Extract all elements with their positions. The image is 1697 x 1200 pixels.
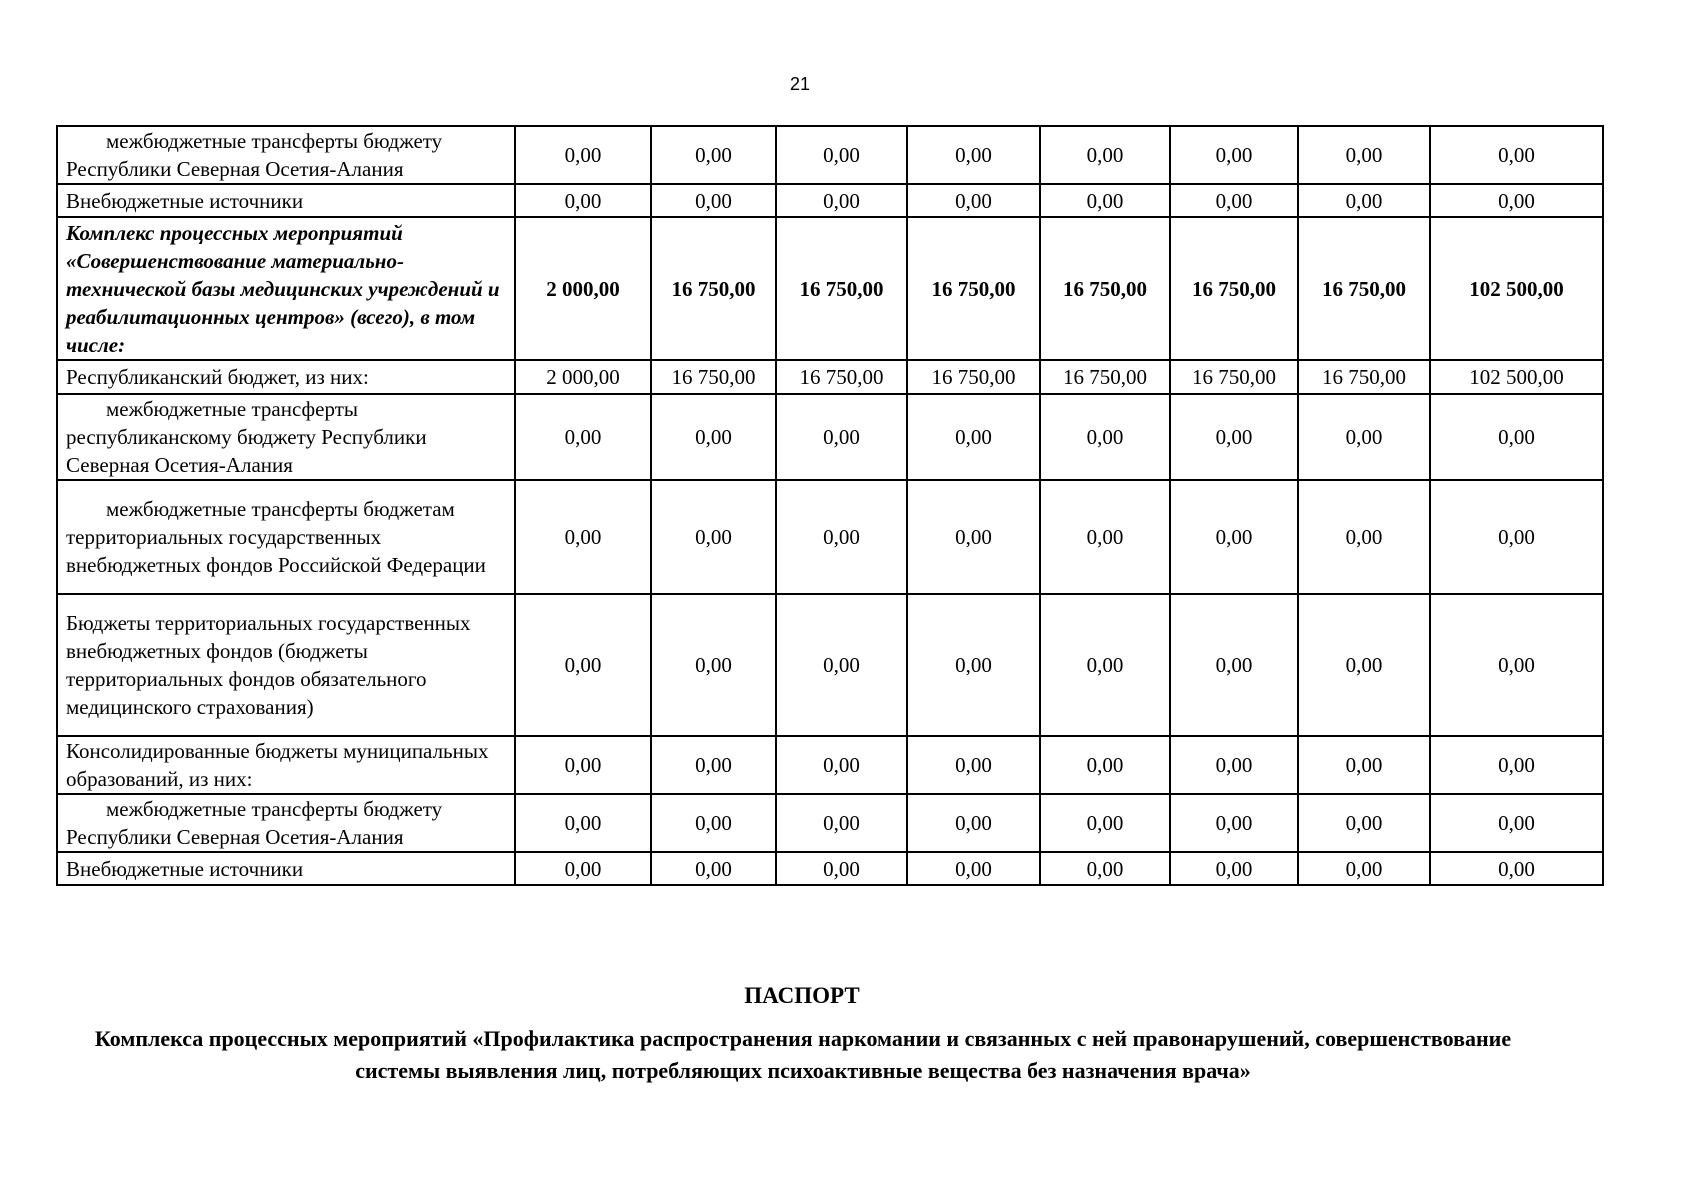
value-cell: 0,00 <box>1040 852 1170 885</box>
value-cell: 16 750,00 <box>1170 217 1298 360</box>
value-cell: 0,00 <box>1298 184 1430 217</box>
row-label: Комплекс процессных мероприятий «Совершенствование материально-технической базы медицинских учреждений и реабилитационных центров» (всего), в том числе: <box>57 217 515 360</box>
value-cell: 0,00 <box>515 852 651 885</box>
value-cell: 0,00 <box>1170 594 1298 736</box>
value-cell: 0,00 <box>1040 736 1170 794</box>
table-row <box>57 794 1603 852</box>
table-row <box>57 736 1603 794</box>
value-cell: 0,00 <box>776 794 907 852</box>
budget-table <box>56 125 1604 886</box>
value-cell: 16 750,00 <box>907 360 1040 394</box>
value-cell: 0,00 <box>1170 126 1298 184</box>
value-cell: 0,00 <box>1040 594 1170 736</box>
value-cell: 0,00 <box>776 126 907 184</box>
value-cell: 16 750,00 <box>1170 360 1298 394</box>
value-cell: 0,00 <box>776 184 907 217</box>
value-cell: 16 750,00 <box>1298 360 1430 394</box>
value-cell: 0,00 <box>1430 126 1603 184</box>
value-cell: 0,00 <box>1430 184 1603 217</box>
value-cell: 0,00 <box>907 594 1040 736</box>
value-cell: 0,00 <box>776 394 907 480</box>
value-cell: 0,00 <box>776 594 907 736</box>
value-cell: 0,00 <box>1040 126 1170 184</box>
passport-title: ПАСПОРТ <box>744 983 860 1008</box>
value-cell: 0,00 <box>1170 184 1298 217</box>
value-cell: 0,00 <box>1040 480 1170 594</box>
value-cell: 0,00 <box>1040 184 1170 217</box>
row-label: Республиканский бюджет, из них: <box>57 360 515 394</box>
value-cell: 0,00 <box>651 394 776 480</box>
value-cell: 0,00 <box>1170 736 1298 794</box>
value-cell: 0,00 <box>1170 394 1298 480</box>
value-cell: 16 750,00 <box>1040 217 1170 360</box>
value-cell: 0,00 <box>776 736 907 794</box>
value-cell: 0,00 <box>1170 794 1298 852</box>
value-cell: 102 500,00 <box>1430 360 1603 394</box>
value-cell: 0,00 <box>907 126 1040 184</box>
value-cell: 0,00 <box>1298 480 1430 594</box>
value-cell: 0,00 <box>1430 480 1603 594</box>
value-cell: 0,00 <box>515 480 651 594</box>
value-cell: 0,00 <box>1170 480 1298 594</box>
value-cell: 0,00 <box>1430 394 1603 480</box>
value-cell: 16 750,00 <box>776 360 907 394</box>
value-cell: 0,00 <box>1298 794 1430 852</box>
value-cell: 0,00 <box>1430 736 1603 794</box>
row-label: Внебюджетные источники <box>57 852 515 885</box>
value-cell: 16 750,00 <box>1040 360 1170 394</box>
value-cell: 0,00 <box>907 480 1040 594</box>
row-label: Внебюджетные источники <box>57 184 515 217</box>
table-row <box>57 360 1603 394</box>
value-cell: 0,00 <box>515 736 651 794</box>
table-row <box>57 594 1603 736</box>
value-cell: 0,00 <box>651 126 776 184</box>
value-cell: 16 750,00 <box>651 217 776 360</box>
value-cell: 0,00 <box>651 794 776 852</box>
value-cell: 0,00 <box>776 852 907 885</box>
value-cell: 0,00 <box>515 394 651 480</box>
value-cell: 0,00 <box>1298 852 1430 885</box>
value-cell: 0,00 <box>515 126 651 184</box>
page-number: 21 <box>789 74 811 94</box>
passport-subtitle: Комплекса процессных мероприятий «Профилактика распространения наркомании и связанных с ней правонарушений, совершенствование системы выявления лиц, потребляющих психоактивные вещества без назначения врача» <box>94 1026 1512 1083</box>
value-cell: 16 750,00 <box>1298 217 1430 360</box>
budget-table-body <box>57 126 1603 885</box>
value-cell: 0,00 <box>1040 794 1170 852</box>
value-cell: 0,00 <box>651 852 776 885</box>
value-cell: 102 500,00 <box>1430 217 1603 360</box>
value-cell: 0,00 <box>1298 394 1430 480</box>
row-label: межбюджетные трансферты бюджетам территориальных государственных внебюджетных фондов Российской Федерации <box>57 480 515 594</box>
value-cell: 16 750,00 <box>907 217 1040 360</box>
table-row <box>57 852 1603 885</box>
row-label: межбюджетные трансферты республиканскому бюджету Республики Северная Осетия-Алания <box>57 394 515 480</box>
value-cell: 0,00 <box>1170 852 1298 885</box>
row-label: Консолидированные бюджеты муниципальных образований, из них: <box>57 736 515 794</box>
value-cell: 16 750,00 <box>776 217 907 360</box>
value-cell: 0,00 <box>907 852 1040 885</box>
row-label: Бюджеты территориальных государственных внебюджетных фондов (бюджеты территориальных фондов обязательного медицинского страхования) <box>57 594 515 736</box>
value-cell: 0,00 <box>1298 126 1430 184</box>
table-row <box>57 394 1603 480</box>
value-cell: 0,00 <box>651 480 776 594</box>
value-cell: 0,00 <box>1430 794 1603 852</box>
table-row <box>57 126 1603 184</box>
value-cell: 0,00 <box>907 794 1040 852</box>
value-cell: 2 000,00 <box>515 360 651 394</box>
value-cell: 0,00 <box>776 480 907 594</box>
value-cell: 0,00 <box>651 736 776 794</box>
value-cell: 0,00 <box>907 184 1040 217</box>
value-cell: 0,00 <box>515 594 651 736</box>
table-row <box>57 184 1603 217</box>
value-cell: 0,00 <box>651 594 776 736</box>
value-cell: 0,00 <box>1298 594 1430 736</box>
value-cell: 16 750,00 <box>651 360 776 394</box>
value-cell: 0,00 <box>515 184 651 217</box>
value-cell: 0,00 <box>1298 736 1430 794</box>
row-label: межбюджетные трансферты бюджету Республики Северная Осетия-Алания <box>57 794 515 852</box>
value-cell: 0,00 <box>907 736 1040 794</box>
value-cell: 0,00 <box>1430 852 1603 885</box>
table-row <box>57 480 1603 594</box>
value-cell: 0,00 <box>515 794 651 852</box>
table-row <box>57 217 1603 360</box>
value-cell: 0,00 <box>907 394 1040 480</box>
value-cell: 0,00 <box>651 184 776 217</box>
value-cell: 2 000,00 <box>515 217 651 360</box>
value-cell: 0,00 <box>1040 394 1170 480</box>
value-cell: 0,00 <box>1430 594 1603 736</box>
row-label: межбюджетные трансферты бюджету Республики Северная Осетия-Алания <box>57 126 515 184</box>
